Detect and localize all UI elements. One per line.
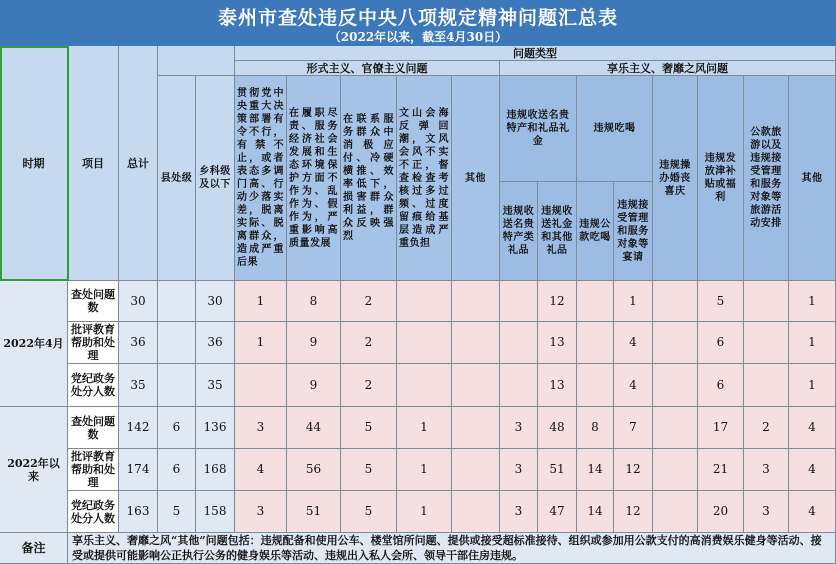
cell-service[interactable]: 5 [341,491,397,533]
cell-meetings[interactable]: 1 [397,407,452,449]
cell-eating-banquet[interactable]: 4 [614,322,653,364]
header-formalism-decision: 贯彻党中央重大决策部署有令不行，有禁不止，或者表态多调门高、行动少落实差，脱离实际、脱离群众，造成严重后果 [235,76,287,281]
cell-formalism-other[interactable] [452,407,500,449]
cell-meetings[interactable] [397,322,452,364]
cell-county[interactable] [158,281,196,322]
cell-township[interactable]: 30 [196,281,235,322]
cell-travel[interactable] [744,364,789,407]
cell-eating-banquet[interactable]: 1 [614,281,653,322]
cell-service[interactable]: 5 [341,449,397,491]
header-formalism-other: 其他 [452,76,500,281]
cell-gift-specialty[interactable]: 3 [500,407,538,449]
row-item-label[interactable]: 党纪政务处分人数 [68,491,119,533]
cell-duty[interactable]: 9 [287,364,341,407]
cell-gift-cash[interactable]: 47 [538,491,577,533]
cell-hedonism-other[interactable]: 4 [789,491,836,533]
cell-allowance[interactable]: 21 [698,449,744,491]
row-item-label[interactable]: 批评教育帮助和处理 [68,322,119,364]
cell-eating-banquet[interactable]: 12 [614,491,653,533]
sheet-subtitle: （2022年以来，截至4月30日） [328,30,508,44]
cell-decision[interactable]: 3 [235,491,287,533]
cell-township[interactable]: 36 [196,322,235,364]
header-wedding: 违规操办婚丧喜庆 [653,76,698,281]
cell-eating-public[interactable] [577,322,614,364]
cell-county[interactable]: 6 [158,449,196,491]
header-hedonism-other: 其他 [789,76,836,281]
cell-meetings[interactable] [397,364,452,407]
cell-wedding[interactable] [653,322,698,364]
header-item: 项目 [68,46,119,281]
header-total: 总计 [119,46,158,281]
cell-formalism-other[interactable] [452,322,500,364]
cell-gift-cash[interactable]: 51 [538,449,577,491]
cell-formalism-other[interactable] [452,364,500,407]
cell-wedding[interactable] [653,449,698,491]
cell-gift-specialty[interactable] [500,364,538,407]
header-formalism-meetings: 文山会海反弹回潮，文风会风不实不正，督查检查考核过多过频、过度留痕给基层造成严重负担 [397,76,452,281]
cell-service[interactable]: 2 [341,322,397,364]
sheet-title: 泰州市查处违反中央八项规定精神问题汇总表 [217,7,618,29]
cell-travel[interactable]: 3 [744,491,789,533]
cell-hedonism-other[interactable]: 1 [789,322,836,364]
cell-hedonism-other[interactable]: 1 [789,281,836,322]
notes-label[interactable]: 备注 [0,533,68,564]
cell-total[interactable]: 35 [119,364,158,407]
cell-duty[interactable]: 51 [287,491,341,533]
header-hedonism: 享乐主义、奢靡之风问题 [500,61,836,76]
cell-decision[interactable]: 1 [235,281,287,322]
header-gift-specialty: 违规收送名贵特产类礼品 [500,182,538,281]
cell-duty[interactable]: 44 [287,407,341,449]
cell-formalism-other[interactable] [452,491,500,533]
row-item-label[interactable]: 批评教育帮助和处理 [68,449,119,491]
header-problem-type: 问题类型 [235,46,836,61]
cell-eating-banquet[interactable]: 12 [614,449,653,491]
cell-service[interactable]: 2 [341,281,397,322]
cell-county[interactable]: 5 [158,491,196,533]
cell-travel[interactable]: 2 [744,407,789,449]
cell-township[interactable]: 168 [196,449,235,491]
cell-gift-cash[interactable]: 48 [538,407,577,449]
cell-hedonism-other[interactable]: 4 [789,449,836,491]
cell-gift-specialty[interactable] [500,281,538,322]
cell-decision[interactable]: 1 [235,322,287,364]
header-county-level: 县处级 [158,76,196,281]
header-eating-banquet: 违规接受管理和服务对象等宴请 [614,182,653,281]
cell-duty[interactable]: 56 [287,449,341,491]
cell-decision[interactable]: 3 [235,407,287,449]
cell-gift-cash[interactable]: 13 [538,364,577,407]
header-period[interactable]: 时期 [0,46,68,281]
cell-gift-specialty[interactable] [500,322,538,364]
cell-wedding[interactable] [653,491,698,533]
cell-eating-public[interactable] [577,364,614,407]
cell-allowance[interactable]: 20 [698,491,744,533]
cell-travel[interactable]: 3 [744,449,789,491]
row-item-label[interactable]: 查处问题数 [68,281,119,322]
cell-decision[interactable] [235,364,287,407]
cell-meetings[interactable]: 1 [397,491,452,533]
cell-allowance[interactable]: 6 [698,364,744,407]
cell-gift-specialty[interactable]: 3 [500,449,538,491]
cell-township[interactable]: 158 [196,491,235,533]
cell-formalism-other[interactable] [452,449,500,491]
cell-eating-public[interactable]: 14 [577,491,614,533]
cell-decision[interactable]: 4 [235,449,287,491]
cell-county[interactable]: 6 [158,407,196,449]
cell-gift-specialty[interactable]: 3 [500,491,538,533]
cell-travel[interactable] [744,322,789,364]
cell-township[interactable]: 35 [196,364,235,407]
header-allowance: 违规发放津补贴或福利 [698,76,744,281]
cell-gift-cash[interactable]: 12 [538,281,577,322]
cell-duty[interactable]: 8 [287,281,341,322]
cell-allowance[interactable]: 6 [698,322,744,364]
cell-eating-banquet[interactable]: 4 [614,364,653,407]
notes-text[interactable]: 享乐主义、奢靡之风“其他”问题包括：违规配备和使用公车、楼堂馆所问题、提供或接受超标准接待、组织或参加用公款支付的高消费娱乐健身等活动、接受或提供可能影响公正执行公务的健身娱乐等活动、违规出入私人会所、领导干部住房违规。 [68,533,836,564]
cell-meetings[interactable]: 1 [397,449,452,491]
header-township-level: 乡科级及以下 [196,76,235,281]
cell-travel[interactable] [744,281,789,322]
header-eating-public: 违规公款吃喝 [577,182,614,281]
cell-eating-public[interactable]: 14 [577,449,614,491]
cell-total[interactable]: 174 [119,449,158,491]
period-label[interactable]: 2022年4月 [0,281,68,407]
header-eating-group: 违规吃喝 [577,76,653,182]
cell-service[interactable]: 5 [341,407,397,449]
header-travel: 公款旅游以及违规接受管理和服务对象等旅游活动安排 [744,76,789,281]
cell-total[interactable]: 30 [119,281,158,322]
row-item-label[interactable]: 党纪政务处分人数 [68,364,119,407]
cell-eating-banquet[interactable]: 7 [614,407,653,449]
cell-total[interactable]: 36 [119,322,158,364]
cell-eating-public[interactable] [577,281,614,322]
period-label[interactable]: 2022年以来 [0,407,68,533]
row-item-label[interactable]: 查处问题数 [68,407,119,449]
cell-meetings[interactable] [397,281,452,322]
cell-total[interactable]: 142 [119,407,158,449]
header-formalism-service: 在联系服务群众中消极应付、冷硬横推、效率低下，损害群众利益，群众反映强烈 [341,76,397,281]
cell-allowance[interactable]: 17 [698,407,744,449]
cell-total[interactable]: 163 [119,491,158,533]
cell-wedding[interactable] [653,407,698,449]
cell-gift-cash[interactable]: 13 [538,322,577,364]
cell-service[interactable]: 2 [341,364,397,407]
cell-eating-public[interactable]: 8 [577,407,614,449]
cell-wedding[interactable] [653,364,698,407]
cell-formalism-other[interactable] [452,281,500,322]
cell-hedonism-other[interactable]: 4 [789,407,836,449]
header-blank-level [158,46,235,76]
cell-duty[interactable]: 9 [287,322,341,364]
header-formalism: 形式主义、官僚主义问题 [235,61,500,76]
cell-allowance[interactable]: 5 [698,281,744,322]
header-gift-cash: 违规收送礼金和其他礼品 [538,182,577,281]
cell-county[interactable] [158,322,196,364]
cell-county[interactable] [158,364,196,407]
cell-township[interactable]: 136 [196,407,235,449]
cell-wedding[interactable] [653,281,698,322]
cell-hedonism-other[interactable]: 1 [789,364,836,407]
header-gift-group: 违规收送名贵特产和礼品礼金 [500,76,577,182]
header-formalism-duty: 在履职尽责、服务经济社会发展和生态环境保护方面不作为、乱作为、假作为，严重影响高质量发展 [287,76,341,281]
